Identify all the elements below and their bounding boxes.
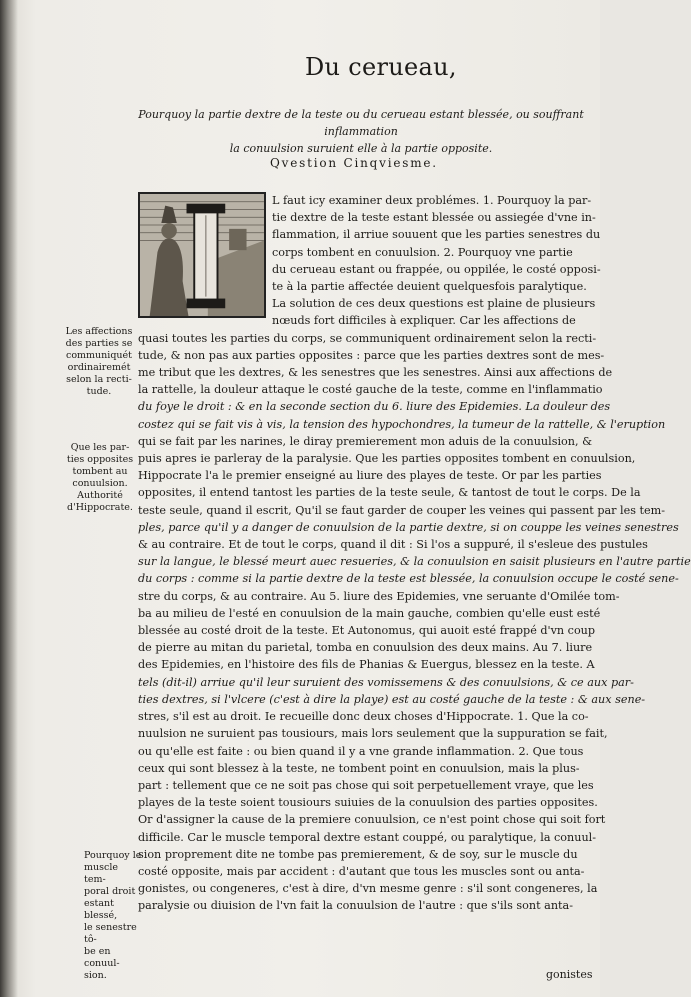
body-line: L faut icy examiner deux problémes. 1. Pourquoy la par- <box>272 194 592 207</box>
body-line: opposites, il entend tantost les parties de la teste seule, & tantost de tout le corps. De la <box>138 486 641 500</box>
body-line: tels (dit-il) arriue qu'il leur suruient des vomissemens & des conuulsions, & ce aux par- <box>138 675 634 689</box>
body-line: nœuds fort difficiles à expliquer. Car les affections de <box>272 314 576 328</box>
margin-note-line: communiquét <box>66 350 132 361</box>
body-line: de pierre au mitan du parietal, tomba en conuulsion des deux mains. Au 7. liure <box>138 641 593 655</box>
subtitle-line: la conuulsion suruient elle à la partie opposite. <box>229 142 493 155</box>
margin-note-line: tombent au <box>72 466 128 477</box>
body-line: la rattelle, la douleur attaque le costé gauche de la teste, comme en l'inflammatio <box>138 383 603 397</box>
body-line: Hippocrate l'a le premier enseigné au liure des playes de teste. Or par les parties <box>138 469 602 483</box>
body-line: nuulsion ne suruient pas tousiours, mais lors seulement que la suppuration se fait, <box>138 727 608 741</box>
body-line: difficile. Car le muscle temporal dextre estant couppé, ou paralytique, la conuul- <box>138 830 597 844</box>
body-line: sion proprement dite ne tombe pas premierement, & de soy, sur le muscle du <box>138 847 578 861</box>
body-line: qui se fait par les narines, le diray premierement mon aduis de la conuulsion, & <box>138 434 593 448</box>
margin-note <box>60 326 138 398</box>
margin-note-line: sion. <box>84 970 107 981</box>
body-line: du corps : comme si la partie dextre de la teste est blessée, la conuulsion occupe le costé sene- <box>138 572 679 586</box>
margin-note-line: le senestre tô- <box>84 922 137 945</box>
margin-note-line: ordinairemét <box>67 362 131 373</box>
body-line: part : tellement que ce ne soit pas chose qui soit perpetuellement vraye, que les <box>138 778 594 792</box>
body-line: La solution de ces deux questions est plaine de plusieurs <box>272 297 596 311</box>
body-line: me tribut que les dextres, & les senestres que les senestres. Ainsi aux affections de <box>138 366 613 380</box>
margin-note <box>64 442 136 514</box>
body-line: & au contraire. Et de tout le corps, quand il dit : Si l'os a suppuré, il s'esleue des pustules <box>138 538 648 552</box>
subtitle-line: Pourquoy la partie dextre de la teste ou du cerueau estant blessée, ou souffrant inflammation <box>138 108 584 138</box>
body-line: Or d'assigner la cause de la premiere conuulsion, ce n'est point chose qui soit fort <box>138 813 606 827</box>
body-line: tie dextre de la teste estant blessée ou assiegée d'vne in- <box>272 211 596 225</box>
margin-note-line: selon la recti- <box>66 374 132 385</box>
body-line: tude, & non pas aux parties opposites : parce que les parties dextres sont de mes- <box>138 348 605 362</box>
body-line: des Epidemies, en l'histoire des fils de Phanias & Euergus, blessez en la teste. A <box>138 658 595 672</box>
body-line: teste seule, quand il escrit, Qu'il se faut garder de couper les veines qui passent par les tem- <box>138 503 666 517</box>
body-line: corps tombent en conuulsion. 2. Pourquoy vne partie <box>272 245 573 259</box>
body-line: sur la langue, le blessé meurt auec resueries, & la conuulsion en saisit plusieurs en l'autre partie <box>138 555 691 569</box>
body-line: gonistes, ou congeneres, c'est à dire, d'vn mesme genre : s'il sont congeneres, la <box>138 882 598 896</box>
body-line: costé opposite, mais par accident : d'autant que tous les muscles sont ou anta- <box>138 864 585 878</box>
margin-note-line: Les affections <box>65 326 133 337</box>
body-line: stre du corps, & au contraire. Au 5. liure des Epidemies, vne seruante d'Omilée tom- <box>138 589 620 603</box>
margin-note-line: Que les par- <box>70 442 130 453</box>
body-line: ties dextres, si l'vlcere (c'est à dire la playe) est au costé gauche de la teste : & aux sene- <box>138 692 646 706</box>
margin-note-line: ties opposites <box>66 454 134 465</box>
margin-note-line: des parties se <box>65 338 133 349</box>
woodcut-initial-image <box>138 192 266 318</box>
body-line: quasi toutes les parties du corps, se communiquent ordinairement selon la recti- <box>138 331 597 345</box>
chapter-subtitle <box>132 106 590 157</box>
running-head: Du cerueau, <box>305 53 457 81</box>
margin-note-line: Pourquoy le <box>84 850 142 861</box>
margin-note-line: be en conuul- <box>84 946 120 969</box>
body-line: ba au milieu de l'esté en conuulsion de la main gauche, combien qu'elle eust esté <box>138 606 601 620</box>
body-line: ou qu'elle est faite : ou bien quand il y a vne grande inflammation. 2. Que tous <box>138 744 584 758</box>
margin-note-line: tude. <box>86 386 112 397</box>
body-line: flammation, il arriue souuent que les parties senestres du <box>272 228 601 242</box>
body-line: playes de la teste soient tousiours suiuies de la conuulsion des parties opposites. <box>138 796 598 810</box>
body-line: ceux qui sont blessez à la teste, ne tombent point en conuulsion, mais la plus- <box>138 761 580 775</box>
margin-note-line: poral droit <box>84 886 136 897</box>
body-line: du cerueau estant ou frappée, ou oppilée, le costé opposi- <box>272 262 601 276</box>
body-line: te à la partie affectée deuient quelquesfois paralytique. <box>272 280 587 294</box>
body-line: blessée au costé droit de la teste. Et Autonomus, qui auoit esté frappé d'vn coup <box>138 624 596 638</box>
catchword: gonistes <box>546 968 593 981</box>
margin-note-line: conuulsion. <box>72 478 128 489</box>
woodcut-initial-i-icon <box>140 194 264 316</box>
margin-note-line: muscle tem- <box>84 862 118 885</box>
question-heading: Qvestion Cinqviesme. <box>270 156 438 170</box>
margin-note <box>84 850 142 982</box>
body-line: ples, parce qu'il y a danger de conuulsion de la partie dextre, si on couppe les veines senestres <box>138 520 679 534</box>
margin-note-line: d'Hippocrate. <box>67 502 133 513</box>
page-gutter-shadow <box>0 0 18 997</box>
body-line: paralysie ou diuision de l'vn fait la conuulsion de l'autre : que s'ils sont anta- <box>138 899 573 913</box>
margin-note-line: estant blessé, <box>84 898 118 921</box>
margin-note-line: Authorité <box>77 490 123 501</box>
body-line: du foye le droit : & en la seconde section du 6. liure des Epidemies. La douleur des <box>138 400 611 414</box>
body-line: puis apres ie parleray de la paralysie. Que les parties opposites tombent en conuulsion, <box>138 452 636 466</box>
body-line: costez qui se fait vis à vis, la tension des hypochondres, la tumeur de la rattelle, & l'eruption <box>138 417 666 431</box>
body-line: stres, s'il est au droit. Ie recueille donc deux choses d'Hippocrate. 1. Que la co- <box>138 710 589 724</box>
